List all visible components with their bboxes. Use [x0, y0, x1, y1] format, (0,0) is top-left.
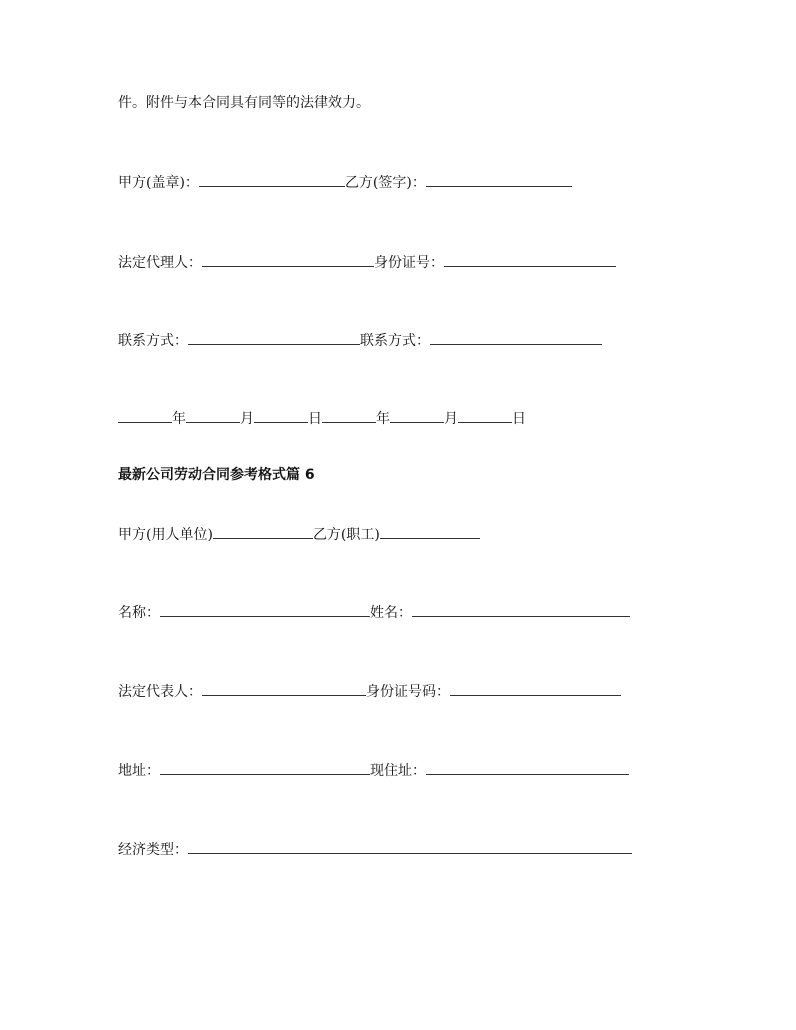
name-row — [118, 604, 630, 622]
party-a-employer-label: 甲方(用人单位) — [118, 527, 213, 543]
year-label-b: 年 — [376, 411, 390, 427]
day-label-a: 日 — [308, 411, 322, 427]
contact-blank-a — [188, 332, 360, 345]
name-label: 名称： — [118, 605, 160, 621]
section-title: 最新公司劳动合同参考格式篇 6 — [118, 467, 315, 483]
attachment-clause: 件。附件与本合同具有同等的法律效力。 — [118, 95, 370, 111]
party-b-sign-label: 乙方(签字)： — [344, 175, 426, 191]
economic-type-label: 经济类型： — [118, 842, 188, 858]
address-label: 地址： — [118, 763, 160, 779]
month-label-a: 月 — [240, 411, 254, 427]
id-number-code-label: 身份证号码： — [366, 684, 450, 700]
address-blank — [160, 762, 370, 775]
parties-row — [118, 526, 480, 544]
signature-row-party — [118, 174, 572, 192]
day-blank-a — [254, 410, 308, 423]
contact-label-b: 联系方式： — [360, 333, 430, 349]
party-a-employer-blank — [213, 526, 313, 539]
person-name-blank — [412, 604, 630, 617]
person-name-label: 姓名： — [370, 605, 412, 621]
month-label-b: 月 — [444, 411, 458, 427]
signature-row-contact — [118, 332, 602, 350]
year-blank-b — [322, 410, 376, 423]
signature-row-agent — [118, 254, 616, 272]
contact-label-a: 联系方式： — [118, 333, 188, 349]
contact-blank-b — [430, 332, 602, 345]
party-b-sign-blank — [426, 174, 572, 187]
id-number-blank — [444, 254, 616, 267]
party-b-employee-label: 乙方(职工) — [312, 527, 380, 543]
rep-row — [118, 683, 621, 701]
current-address-blank — [426, 762, 629, 775]
day-blank-b — [458, 410, 512, 423]
legal-agent-label: 法定代理人： — [118, 255, 202, 271]
paragraph-line — [118, 94, 370, 112]
id-number-label: 身份证号： — [374, 255, 444, 271]
address-row — [118, 762, 629, 780]
legal-agent-blank — [202, 254, 374, 267]
current-address-label: 现住址： — [370, 763, 426, 779]
legal-rep-label: 法定代表人： — [118, 684, 202, 700]
economic-type-blank — [188, 841, 632, 854]
date-row — [118, 410, 526, 428]
day-label-b: 日 — [512, 411, 526, 427]
economic-type-row — [118, 841, 632, 859]
id-number-code-blank — [450, 683, 621, 696]
legal-rep-blank — [202, 683, 366, 696]
party-a-seal-label: 甲方(盖章)： — [118, 175, 199, 191]
month-blank-b — [390, 410, 444, 423]
party-a-seal-blank — [199, 174, 345, 187]
year-blank-a — [118, 410, 172, 423]
party-b-employee-blank — [380, 526, 480, 539]
name-blank — [160, 604, 370, 617]
year-label-a: 年 — [172, 411, 186, 427]
month-blank-a — [186, 410, 240, 423]
